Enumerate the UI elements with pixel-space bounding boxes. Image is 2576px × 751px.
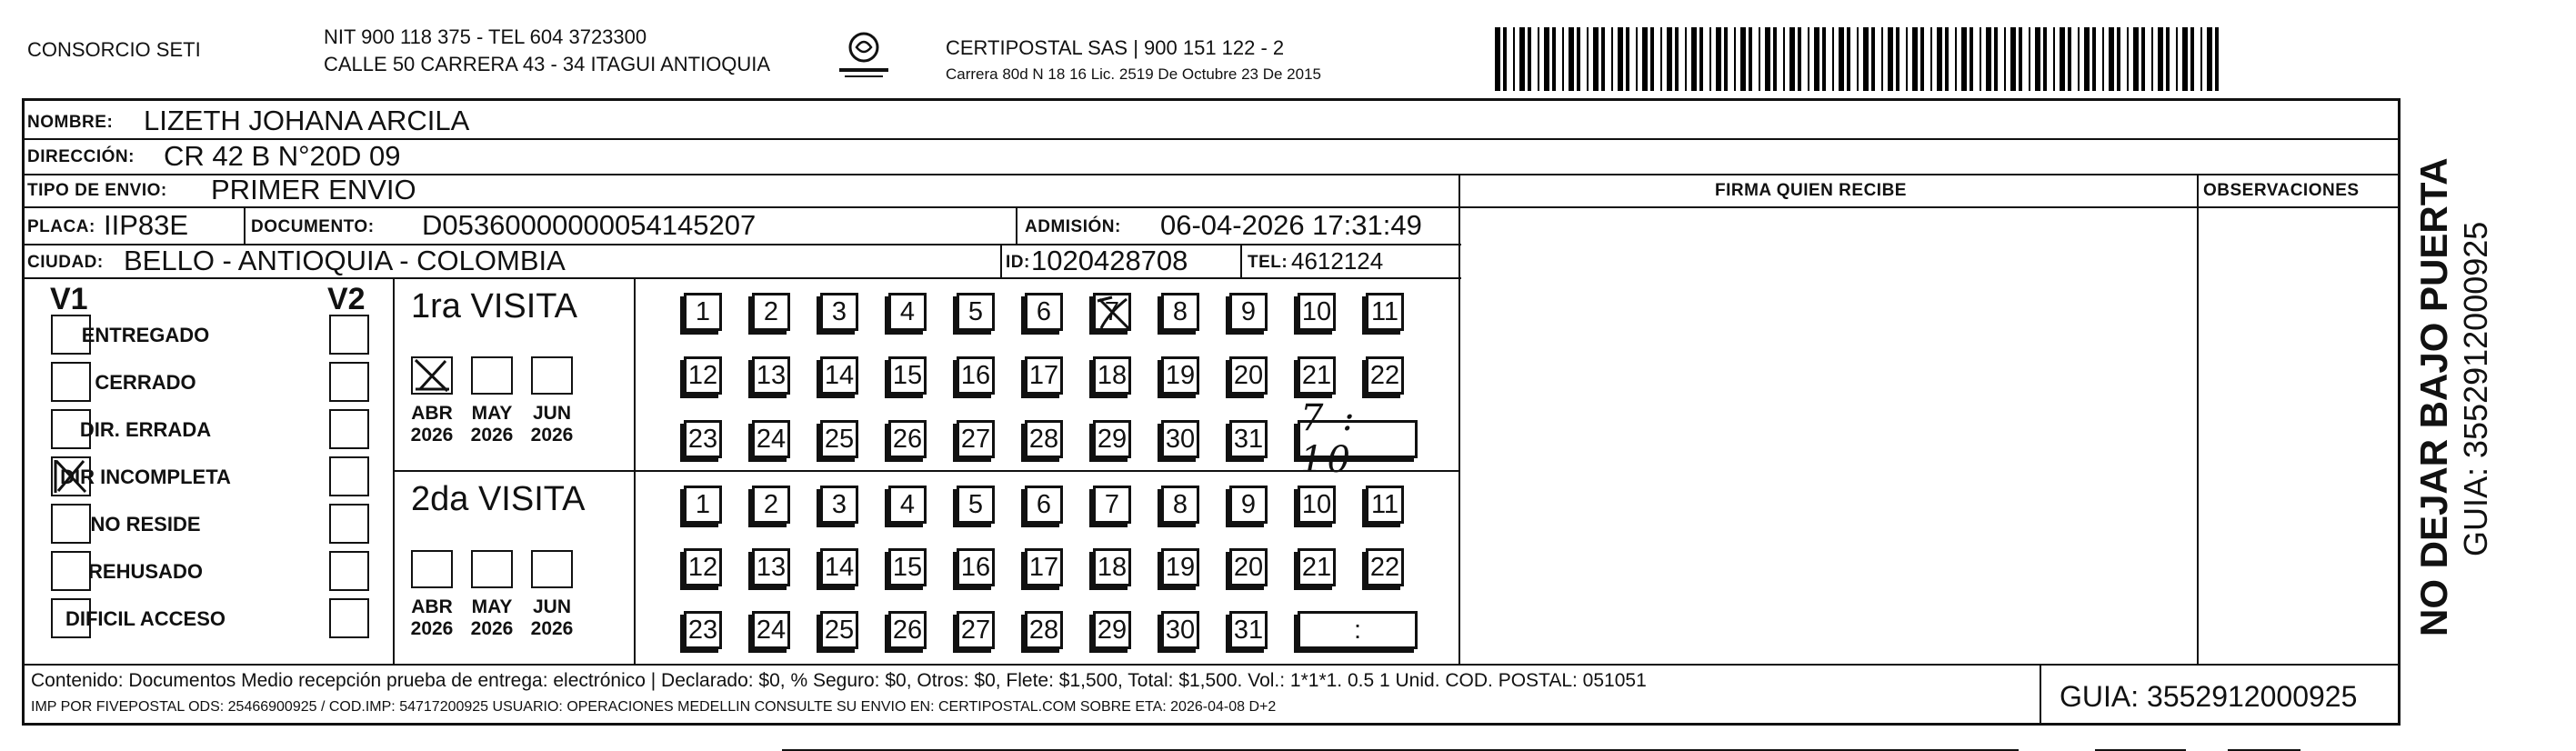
tipo-envio-label: TIPO DE ENVIO: xyxy=(27,181,167,200)
day-number: 12 xyxy=(687,552,718,582)
day-number: 16 xyxy=(960,552,991,582)
barcode-bar xyxy=(1749,27,1752,91)
day-number: 17 xyxy=(1028,360,1059,390)
barcode-bar xyxy=(1716,27,1721,91)
day-box[interactable] xyxy=(957,548,995,586)
day-number: 20 xyxy=(1233,552,1264,582)
barcode-bar xyxy=(1577,27,1580,91)
day-number: 8 xyxy=(1172,296,1188,326)
day-box[interactable] xyxy=(820,548,858,586)
barcode-bar xyxy=(1930,27,1932,91)
barcode-bar xyxy=(1667,27,1672,91)
day-number: 1 xyxy=(695,489,711,519)
side-warning: NO DEJAR BAJO PUERTA xyxy=(2412,157,2455,636)
day-number: 18 xyxy=(1097,552,1128,582)
day-box[interactable] xyxy=(888,356,927,395)
day-number: 12 xyxy=(687,360,718,390)
footer-imp: IMP POR FIVEPOSTAL ODS: 25466900925 / COD.IMP: 54717200925 USUARIO: OPERACIONES MEDELLIN CONSULTE SU ENVIO EN: CERTIPOSTAL.COM SOBRE ETA: 2026-04-08 D+2 xyxy=(31,699,1277,715)
day-box[interactable] xyxy=(752,356,790,395)
day-number: 23 xyxy=(687,615,718,645)
status-v2-checkbox[interactable] xyxy=(329,551,369,591)
barcode-bar xyxy=(2141,27,2145,91)
barcode-bar xyxy=(1675,27,1679,91)
time-box[interactable] xyxy=(1298,611,1418,649)
day-number: 14 xyxy=(824,360,855,390)
barcode-bar xyxy=(2019,27,2022,91)
day-number: 16 xyxy=(960,360,991,390)
day-number: 3 xyxy=(831,296,847,326)
barcode-bar xyxy=(1986,27,1991,91)
day-number: 31 xyxy=(1233,615,1264,645)
barcode-bar xyxy=(1660,27,1662,91)
status-label: NO RESIDE xyxy=(90,513,201,536)
barcode-bar xyxy=(2176,27,2178,91)
barcode-bar xyxy=(1503,27,1507,91)
day-box[interactable] xyxy=(820,611,858,649)
barcode-bar xyxy=(1636,27,1638,91)
company-name: CONSORCIO SETI xyxy=(27,38,201,61)
day-number: 23 xyxy=(687,424,718,454)
day-number: 4 xyxy=(899,489,916,519)
barcode-bar xyxy=(2215,27,2219,91)
day-box[interactable] xyxy=(684,293,722,331)
month-label: ABR xyxy=(411,596,453,617)
day-number: 17 xyxy=(1028,552,1059,582)
barcode-bar xyxy=(1699,27,1703,91)
barcode-bar xyxy=(2068,27,2071,91)
barcode-bar xyxy=(2207,27,2212,91)
status-v2-checkbox[interactable] xyxy=(329,598,369,638)
barcode-bar xyxy=(1906,27,1908,91)
day-number: 9 xyxy=(1240,489,1257,519)
barcode-bar xyxy=(1552,27,1556,91)
firma-header: FIRMA QUIEN RECIBE xyxy=(1715,181,1907,200)
barcode-bar xyxy=(1562,27,1564,91)
barcode-bar xyxy=(2127,27,2129,91)
day-box[interactable] xyxy=(684,420,722,458)
barcode-bar xyxy=(1734,27,1736,91)
day-box[interactable] xyxy=(1093,356,1131,395)
barcode-bar xyxy=(2133,27,2139,91)
barcode-bar xyxy=(1740,27,1746,91)
barcode-bar xyxy=(2158,27,2163,91)
first-visit-title: 1ra VISITA xyxy=(411,287,578,325)
day-box[interactable] xyxy=(957,611,995,649)
barcode-bar xyxy=(2200,27,2202,91)
barcode-bar xyxy=(1896,27,1899,91)
nombre-value: LIZETH JOHANA ARCILA xyxy=(144,105,470,136)
barcode-bar xyxy=(1839,27,1844,91)
day-number: 30 xyxy=(1165,615,1196,645)
day-box[interactable] xyxy=(820,486,858,524)
v1-label: V1 xyxy=(50,282,88,316)
time-blank: : xyxy=(1353,615,1362,645)
status-label: DIR. ERRADA xyxy=(79,418,212,441)
day-number: 15 xyxy=(892,552,923,582)
month-checkbox[interactable] xyxy=(471,356,513,395)
day-box[interactable] xyxy=(1366,293,1404,331)
status-v2-checkbox[interactable] xyxy=(329,456,369,496)
barcode-bar xyxy=(2117,27,2120,91)
day-number: 2 xyxy=(763,296,779,326)
status-label: ENTREGADO xyxy=(81,324,210,346)
day-box[interactable] xyxy=(752,420,790,458)
day-number: 4 xyxy=(899,296,916,326)
barcode-bar xyxy=(1765,27,1770,91)
barcode-bar xyxy=(1724,27,1728,91)
barcode-bar xyxy=(1920,27,1924,91)
documento-label: DOCUMENTO: xyxy=(251,217,375,236)
day-box[interactable] xyxy=(1229,486,1268,524)
month-label: MAY xyxy=(471,596,513,617)
day-number: 6 xyxy=(1036,489,1052,519)
barcode-bar xyxy=(1593,27,1599,91)
month-checkbox[interactable] xyxy=(411,550,453,588)
day-box[interactable] xyxy=(1161,548,1199,586)
barcode-bar xyxy=(1955,27,1957,91)
barcode-bar xyxy=(1937,27,1942,91)
day-box[interactable] xyxy=(684,356,722,395)
second-visit-title: 2da VISITA xyxy=(411,480,586,518)
barcode-bar xyxy=(1528,27,1531,91)
year-label: 2026 xyxy=(410,618,454,639)
day-number: 27 xyxy=(960,424,991,454)
day-box[interactable] xyxy=(1093,293,1131,331)
barcode-bar xyxy=(2060,27,2065,91)
barcode-bar xyxy=(1832,27,1834,91)
day-number: 5 xyxy=(967,489,984,519)
barcode-bar xyxy=(2053,27,2055,91)
day-number: 9 xyxy=(1240,296,1257,326)
day-box[interactable] xyxy=(1229,293,1268,331)
day-number: 5 xyxy=(967,296,984,326)
barcode-bar xyxy=(1626,27,1629,91)
day-box[interactable] xyxy=(888,611,927,649)
day-number: 6 xyxy=(1036,296,1052,326)
day-number: 25 xyxy=(824,615,855,645)
year-label: 2026 xyxy=(470,425,514,446)
month-checkbox[interactable] xyxy=(531,550,573,588)
day-number: 14 xyxy=(824,552,855,582)
barcode-bar xyxy=(2102,27,2104,91)
handwritten-time: 7 : 10 xyxy=(1300,397,1358,481)
day-box[interactable] xyxy=(957,356,995,395)
barcode-bar xyxy=(1822,27,1826,91)
day-number: 31 xyxy=(1233,424,1264,454)
barcode-bar xyxy=(1587,27,1589,91)
barcode-bar xyxy=(1759,27,1760,91)
day-number: 26 xyxy=(892,424,923,454)
placa-value: IIP83E xyxy=(104,209,189,241)
day-box[interactable] xyxy=(1366,356,1404,395)
day-number: 11 xyxy=(1370,489,1399,519)
day-number: 21 xyxy=(1301,552,1332,582)
day-box[interactable] xyxy=(1366,486,1404,524)
direccion-value: CR 42 B N°20D 09 xyxy=(164,140,401,172)
barcode-bar xyxy=(1994,27,1998,91)
barcode-bar xyxy=(2182,27,2188,91)
barcode-bar xyxy=(2043,27,2047,91)
barcode-bar xyxy=(1980,27,1981,91)
footer-contenido: Contenido: Documentos Medio recepción prueba de entrega: electrónico | Declarado: $0, % Seguro: $0, Otros: $0, Flete: $1,500, Total: $1,500. Vol.: 1*1*1. 0.5 1 Unid. COD. POSTAL: 051051 xyxy=(31,670,1647,691)
day-box[interactable] xyxy=(1161,486,1199,524)
barcode-bar xyxy=(1814,27,1819,91)
id-value: 1020428708 xyxy=(1031,245,1188,276)
year-label: 2026 xyxy=(530,425,574,446)
day-box[interactable] xyxy=(1025,611,1063,649)
day-box[interactable] xyxy=(820,420,858,458)
barcode-bar xyxy=(2092,27,2096,91)
day-box[interactable] xyxy=(1229,611,1268,649)
day-box[interactable] xyxy=(957,420,995,458)
carrier-license: Carrera 80d N 18 16 Lic. 2519 De Octubre 23 De 2015 xyxy=(946,65,1321,83)
placa-label: PLACA: xyxy=(27,217,95,236)
day-box[interactable] xyxy=(957,293,995,331)
status-label: DIFICIL ACCESO xyxy=(65,607,226,630)
admision-value: 06-04-2026 17:31:49 xyxy=(1160,209,1422,241)
day-number: 3 xyxy=(831,489,847,519)
barcode-bar xyxy=(2029,27,2030,91)
day-box[interactable] xyxy=(684,548,722,586)
day-number: 26 xyxy=(892,615,923,645)
day-box[interactable] xyxy=(1161,611,1199,649)
barcode-bar xyxy=(2109,27,2114,91)
month-label: MAY xyxy=(471,403,513,424)
day-box[interactable] xyxy=(1025,548,1063,586)
day-box[interactable] xyxy=(820,356,858,395)
barcode-bar xyxy=(1888,27,1893,91)
certipostal-logo-icon xyxy=(832,27,896,82)
day-box[interactable] xyxy=(1025,293,1063,331)
barcode-bar xyxy=(1650,27,1654,91)
barcode-bar xyxy=(2084,27,2090,91)
barcode-bar xyxy=(1945,27,1949,91)
barcode-bar xyxy=(1773,27,1777,91)
month-checkbox[interactable] xyxy=(531,356,573,395)
day-box[interactable] xyxy=(1093,486,1131,524)
day-number: 22 xyxy=(1369,360,1400,390)
barcode-bar xyxy=(2004,27,2006,91)
barcode-bar xyxy=(1912,27,1918,91)
month-label: ABR xyxy=(411,403,453,424)
day-number: 24 xyxy=(756,615,787,645)
day-box[interactable] xyxy=(684,486,722,524)
time-box[interactable] xyxy=(1298,397,1418,481)
barcode-bar xyxy=(1691,27,1697,91)
status-v2-checkbox[interactable] xyxy=(329,315,369,355)
day-number: 1 xyxy=(695,296,711,326)
barcode-bar xyxy=(1783,27,1785,91)
day-box[interactable] xyxy=(1025,356,1063,395)
day-number: 28 xyxy=(1028,615,1059,645)
day-box[interactable] xyxy=(820,293,858,331)
day-box[interactable] xyxy=(957,486,995,524)
day-box[interactable] xyxy=(684,611,722,649)
status-v2-checkbox[interactable] xyxy=(329,409,369,449)
barcode-bar xyxy=(1709,27,1711,91)
day-box[interactable] xyxy=(1093,548,1131,586)
day-box[interactable] xyxy=(1093,611,1131,649)
barcode-bar xyxy=(1881,27,1883,91)
day-box[interactable] xyxy=(1298,293,1336,331)
barcode-bar xyxy=(2166,27,2170,91)
day-number: 21 xyxy=(1301,360,1332,390)
day-number: 24 xyxy=(756,424,787,454)
footer-guia: GUIA: 3552912000925 xyxy=(2060,680,2358,713)
barcode-bar xyxy=(1642,27,1648,91)
barcode-bar xyxy=(1961,27,1967,91)
day-number: 25 xyxy=(824,424,855,454)
day-number: 30 xyxy=(1165,424,1196,454)
day-box[interactable] xyxy=(752,486,790,524)
day-number: 10 xyxy=(1301,296,1332,326)
month-label: JUN xyxy=(532,596,571,617)
day-number: 11 xyxy=(1370,296,1399,326)
status-v2-checkbox[interactable] xyxy=(329,362,369,402)
direccion-label: DIRECCIÓN: xyxy=(27,147,135,166)
day-box[interactable] xyxy=(1229,420,1268,458)
barcode-bar xyxy=(2151,27,2153,91)
barcode-bar xyxy=(1847,27,1850,91)
day-box[interactable] xyxy=(888,486,927,524)
day-box[interactable] xyxy=(1161,420,1199,458)
status-label: REHUSADO xyxy=(88,560,203,583)
day-number: 29 xyxy=(1097,424,1128,454)
barcode-bar xyxy=(1611,27,1613,91)
nit-line: NIT 900 118 375 - TEL 604 3723300 xyxy=(324,25,647,48)
day-box[interactable] xyxy=(1025,420,1063,458)
day-number: 13 xyxy=(756,360,787,390)
day-box[interactable] xyxy=(752,611,790,649)
status-v2-checkbox[interactable] xyxy=(329,504,369,544)
day-box[interactable] xyxy=(888,548,927,586)
day-box[interactable] xyxy=(1229,356,1268,395)
barcode-bar xyxy=(1519,27,1525,91)
id-label: ID: xyxy=(1006,253,1030,272)
barcode-bar xyxy=(2035,27,2040,91)
barcode-bar xyxy=(2078,27,2080,91)
day-number: 2 xyxy=(763,489,779,519)
barcode-bar xyxy=(1685,27,1687,91)
barcode-bar xyxy=(1538,27,1539,91)
barcode-bar xyxy=(1798,27,1801,91)
barcode-bar xyxy=(1970,27,1973,91)
day-number: 19 xyxy=(1165,552,1196,582)
year-label: 2026 xyxy=(530,618,574,639)
year-label: 2026 xyxy=(410,425,454,446)
barcode-bar xyxy=(1808,27,1809,91)
day-box[interactable] xyxy=(1298,486,1336,524)
ciudad-label: CIUDAD: xyxy=(27,253,104,272)
barcode xyxy=(1495,27,2222,91)
tel-value: 4612124 xyxy=(1291,247,1384,275)
day-box[interactable] xyxy=(752,293,790,331)
barcode-bar xyxy=(1863,27,1869,91)
barcode-bar xyxy=(1513,27,1515,91)
day-number: 15 xyxy=(892,360,923,390)
barcode-bar xyxy=(1618,27,1623,91)
day-number: 27 xyxy=(960,615,991,645)
day-box[interactable] xyxy=(1229,548,1268,586)
day-number: 7 xyxy=(1104,489,1120,519)
day-number: 19 xyxy=(1165,360,1196,390)
admision-label: ADMISIÓN: xyxy=(1025,217,1121,236)
day-box[interactable] xyxy=(1298,356,1336,395)
day-number: 22 xyxy=(1369,552,1400,582)
ciudad-value: BELLO - ANTIOQUIA - COLOMBIA xyxy=(124,245,566,276)
day-box[interactable] xyxy=(888,293,927,331)
day-number: 7 xyxy=(1104,296,1120,326)
status-label: CERRADO xyxy=(95,371,196,394)
day-number: 29 xyxy=(1097,615,1128,645)
month-checkbox[interactable] xyxy=(411,356,453,395)
day-number: 8 xyxy=(1172,489,1188,519)
day-box[interactable] xyxy=(1298,548,1336,586)
month-checkbox[interactable] xyxy=(471,550,513,588)
barcode-bar xyxy=(2010,27,2016,91)
barcode-bar xyxy=(1871,27,1875,91)
status-label: DIR INCOMPLETA xyxy=(60,466,231,488)
barcode-bar xyxy=(1544,27,1549,91)
barcode-bar xyxy=(1789,27,1795,91)
day-number: 13 xyxy=(756,552,787,582)
day-box[interactable] xyxy=(1025,486,1063,524)
tipo-envio-value: PRIMER ENVIO xyxy=(211,174,416,205)
day-number: 10 xyxy=(1301,489,1332,519)
nombre-label: NOMBRE: xyxy=(27,113,114,132)
side-guia: GUIA: 3552912000925 xyxy=(2457,221,2494,556)
barcode-bar xyxy=(1569,27,1574,91)
day-box[interactable] xyxy=(752,548,790,586)
barcode-bar xyxy=(1495,27,1500,91)
year-label: 2026 xyxy=(470,618,514,639)
carrier-name: CERTIPOSTAL SAS | 900 151 122 - 2 xyxy=(946,36,1285,59)
day-box[interactable] xyxy=(1161,356,1199,395)
address-line: CALLE 50 CARRERA 43 - 34 ITAGUI ANTIOQUIA xyxy=(324,53,771,75)
v2-label: V2 xyxy=(327,282,366,316)
day-box[interactable] xyxy=(1161,293,1199,331)
tel-label: TEL: xyxy=(1248,253,1288,272)
observaciones-header: OBSERVACIONES xyxy=(2203,181,2360,200)
documento-value: D05360000000054145207 xyxy=(422,209,757,241)
handwritten-mark-icon xyxy=(1096,295,1132,339)
day-box[interactable] xyxy=(888,420,927,458)
barcode-bar xyxy=(1601,27,1605,91)
day-number: 28 xyxy=(1028,424,1059,454)
month-label: JUN xyxy=(532,403,571,424)
day-number: 20 xyxy=(1233,360,1264,390)
day-box[interactable] xyxy=(1093,420,1131,458)
barcode-bar xyxy=(2190,27,2194,91)
day-box[interactable] xyxy=(1366,548,1404,586)
barcode-bar xyxy=(1857,27,1859,91)
day-number: 18 xyxy=(1097,360,1128,390)
